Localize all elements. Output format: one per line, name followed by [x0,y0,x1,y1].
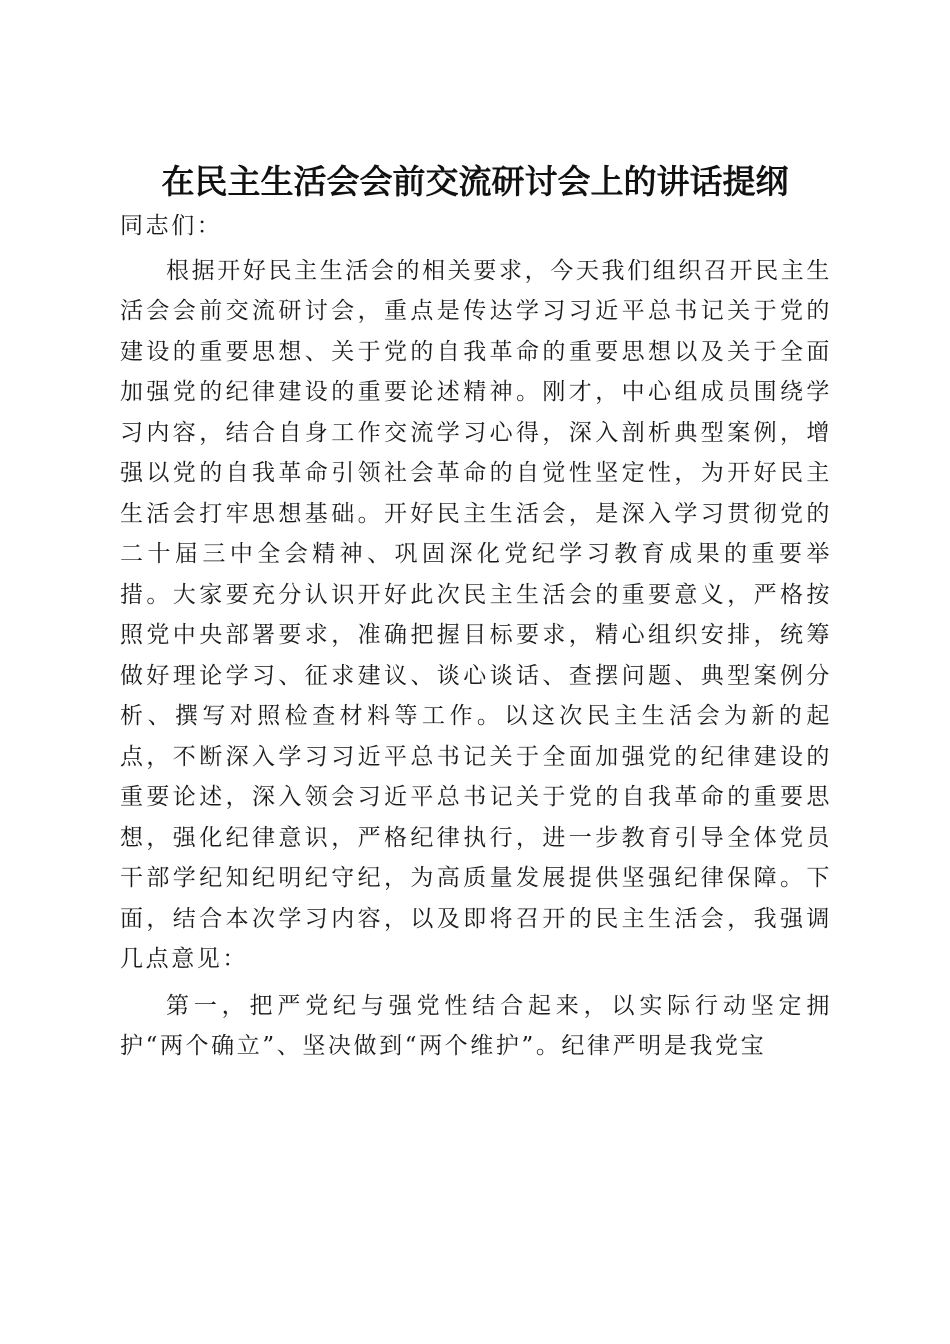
paragraph-first-point: 第一，把严党纪与强党性结合起来，以实际行动坚定拥护“两个确立”、坚决做到“两个维护”。纪律严明是我党宝 [120,992,832,1059]
document-title: 在民主生活会会前交流研讨会上的讲话提纲 [161,162,789,202]
paragraph-intro: 根据开好民主生活会的相关要求，今天我们组织召开民主生活会会前交流研讨会，重点是传达学习习近平总书记关于党的建设的重要思想、关于党的自我革命的重要思想以及关于全面加强党的纪律建设的重要论述精神。刚才，中心组成员围绕学习内容，结合自身工作交流学习心得，深入剖析典型案例，增强以党的自我革命引领社会革命的自觉性坚定性，为开好民主生活会打牢思想基础。开好民主生活会，是深入学习贯彻党的二十届三中全会精神、巩固深化党纪学习教育成果的重要举措。大家要充分认识开好此次民主生活会的重要意义，严格按照党中央部署要求，准确把握目标要求，精心组织安排，统筹做好理论学习、征求建议、谈心谈话、查摆问题、典型案例分析、撰写对照检查材料等工作。以这次民主生活会为新的起点，不断深入学习习近平总书记关于全面加强党的纪律建设的重要论述，深入领会习近平总书记关于党的自我革命的重要思想，强化纪律意识，严格纪律执行，进一步教育引导全体党员干部学纪知纪明纪守纪，为高质量发展提供坚强纪律保障。下面，结合本次学习内容，以及即将召开的民主生活会，我强调几点意见： [120,257,832,972]
document-body [120,206,832,1073]
salutation: 同志们： [120,213,223,239]
